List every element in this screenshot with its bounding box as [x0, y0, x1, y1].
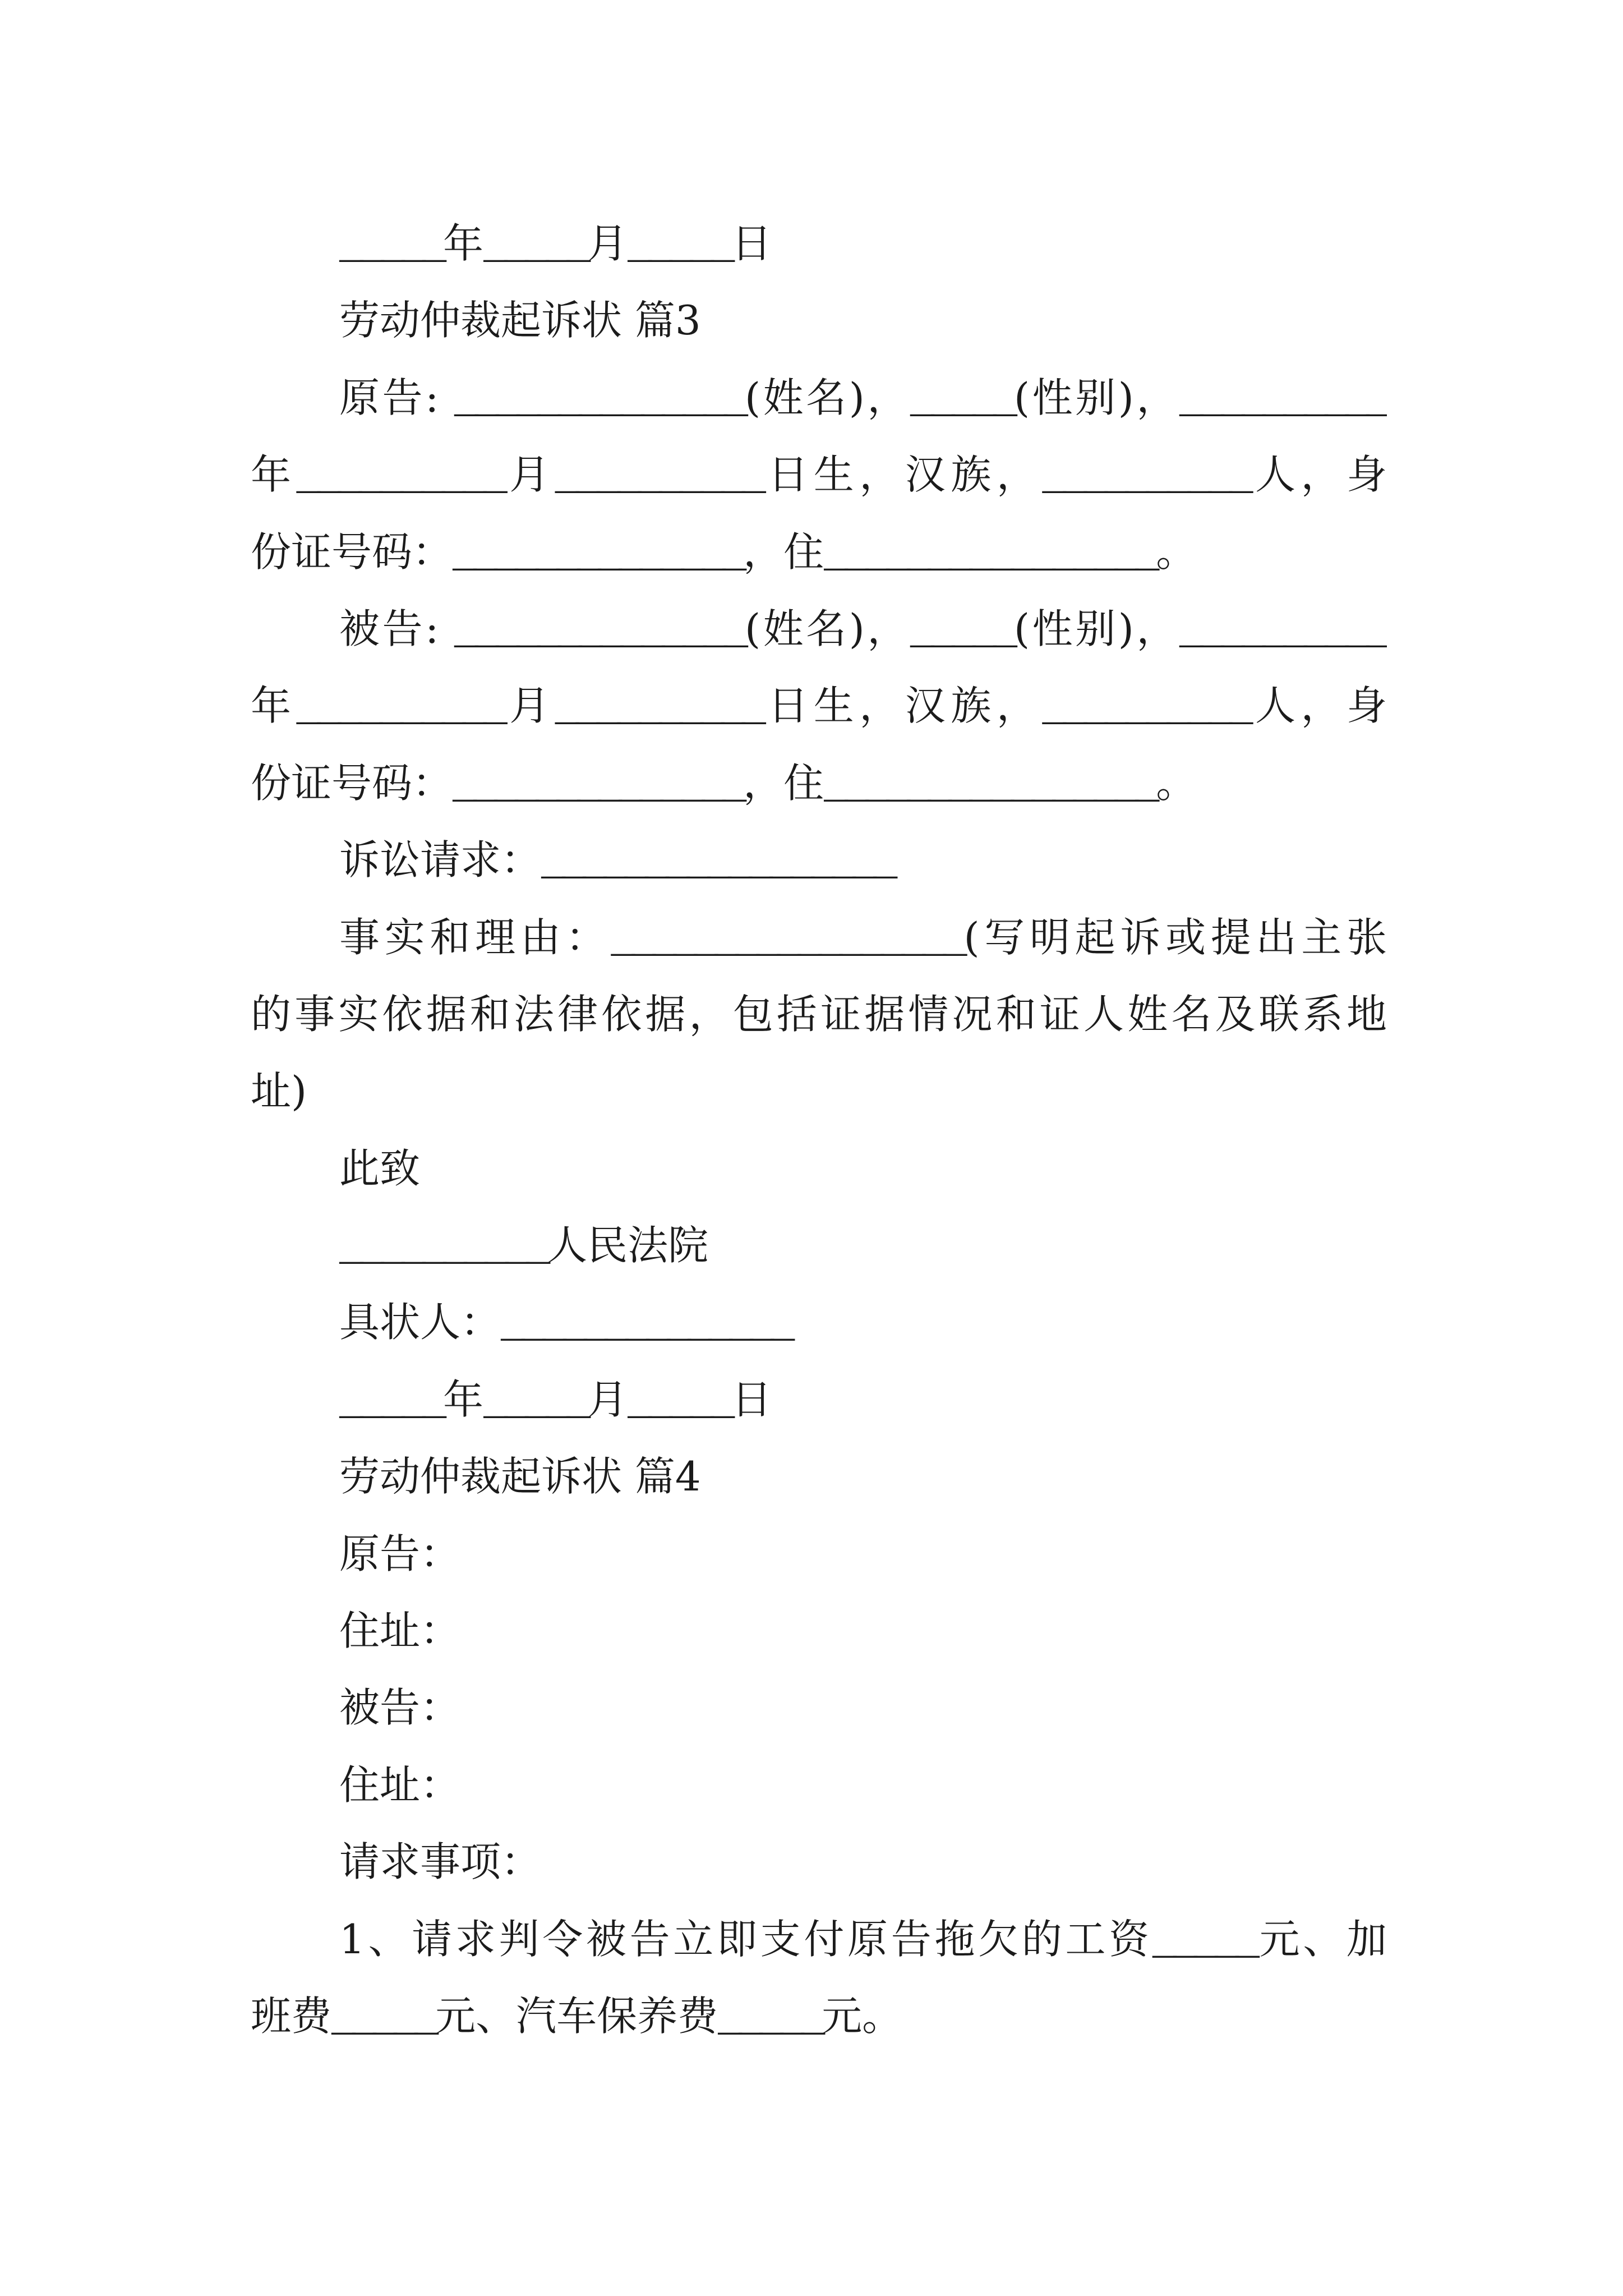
blank-field: _____ — [910, 378, 1014, 424]
blank-field: __________ — [1179, 378, 1387, 424]
blank-field: __________ — [339, 1226, 547, 1272]
blank-field: _____ — [628, 1379, 732, 1426]
blank-field: _____ — [483, 1379, 588, 1426]
facts-line: 址) — [251, 1068, 307, 1115]
blank-field: _____ — [339, 1379, 444, 1426]
blank-field: ______________ — [454, 609, 745, 655]
blank-field: ______________ — [454, 378, 745, 424]
defendant-line: 被告: ______________(姓名)，_____(性别)，__________ — [339, 605, 1387, 655]
defendant-line: 年__________月__________日生，汉族，__________人，身 — [251, 682, 1387, 733]
blank-field: __________ — [296, 455, 504, 501]
signer-line: 具状人：______________ — [339, 1299, 792, 1349]
plaintiff-line: 原告: ______________(姓名)，_____(性别)，__________ — [339, 374, 1387, 424]
blank-field: _____ — [331, 1996, 436, 2042]
claims-line: 诉讼请求：_________________ — [339, 836, 895, 887]
date-line: _____年_____月_____日 — [339, 220, 772, 270]
blank-field: __________ — [296, 686, 504, 733]
date-line: _____年_____月_____日 — [339, 1375, 772, 1426]
request-item: 班费_____元、汽车保养费_____元。 — [251, 1992, 903, 2042]
plaintiff-line: 原告： — [339, 1530, 461, 1577]
blank-field: _____ — [910, 609, 1014, 655]
blank-field: __________ — [555, 686, 763, 733]
court-line: __________人民法院 — [339, 1222, 709, 1272]
request-item: 1、请求判令被告立即支付原告拖欠的工资_____元、加 — [339, 1915, 1387, 1966]
blank-field: _____ — [1152, 1919, 1256, 1966]
blank-field: ________________ — [824, 532, 1156, 578]
blank-field: _____ — [628, 224, 732, 270]
defendant-address-line: 住址： — [339, 1761, 461, 1809]
salutation: 此致 — [339, 1144, 421, 1192]
facts-line: 的事实依据和法律依据，包括证据情况和证人姓名及联系地 — [251, 990, 1387, 1038]
blank-field: ________________ — [824, 763, 1156, 809]
blank-field: _____ — [718, 1996, 822, 2042]
blank-field: ______________ — [501, 1303, 792, 1349]
blank-field: _____ — [339, 224, 444, 270]
blank-field: ______________ — [453, 532, 744, 578]
blank-field: __________ — [1042, 455, 1250, 501]
defendant-line: 被告： — [339, 1684, 461, 1732]
blank-field: __________ — [1179, 609, 1387, 655]
plaintiff-line: 年__________月__________日生，汉族，__________人，身 — [251, 451, 1387, 501]
blank-field: __________ — [1042, 686, 1250, 733]
facts-line: 事实和理由：_________________(写明起诉或提出主张 — [339, 913, 1387, 964]
blank-field: _____ — [483, 224, 588, 270]
requests-label: 请求事项： — [339, 1838, 542, 1886]
blank-field: _________________ — [541, 840, 895, 887]
defendant-line: 份证号码：______________，住________________。 — [251, 759, 1197, 809]
blank-field: __________ — [555, 455, 763, 501]
plaintiff-address-line: 住址： — [339, 1607, 461, 1655]
blank-field: ______________ — [453, 763, 744, 809]
blank-field: _________________ — [611, 917, 964, 964]
document-page — [251, 205, 1387, 2055]
plaintiff-line: 份证号码：______________，住________________。 — [251, 528, 1197, 578]
section-heading: 劳动仲裁起诉状 篇3 — [339, 297, 701, 344]
section-heading: 劳动仲裁起诉状 篇4 — [339, 1453, 701, 1501]
